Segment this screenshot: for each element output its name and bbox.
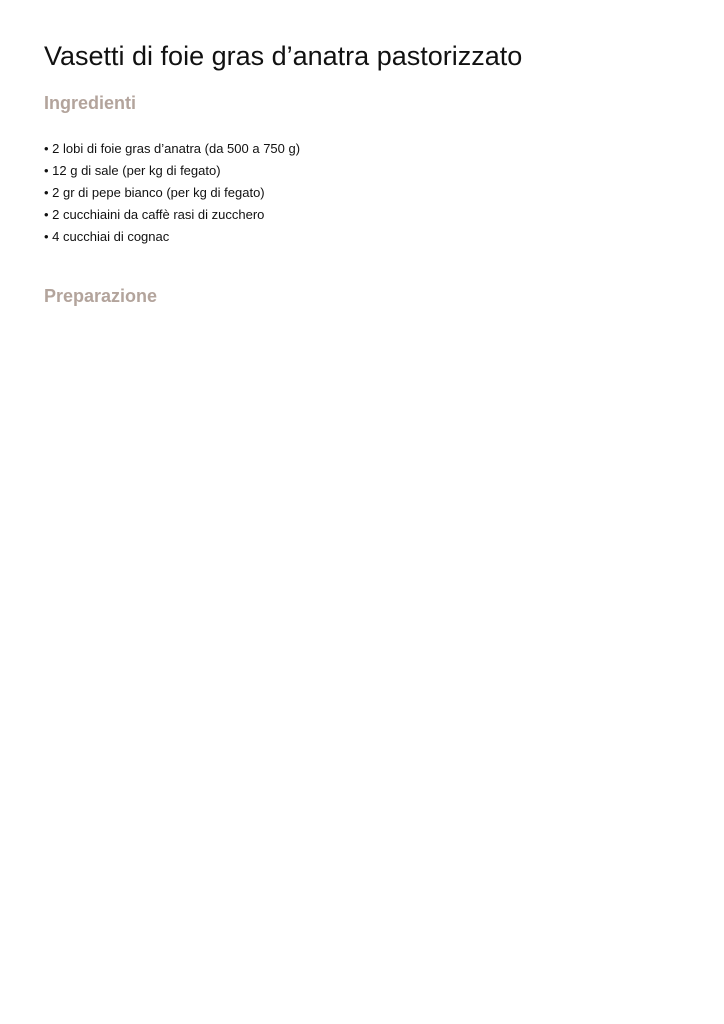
page-title: Vasetti di foie gras d’anatra pastorizzato [44,41,523,71]
ingredient-item: • 12 g di sale (per kg di fegato) [44,163,221,178]
ingredient-item: • 2 cucchiaini da caffè rasi di zucchero [44,207,265,222]
ingredient-item: • 2 lobi di foie gras d’anatra (da 500 a 750 g) [44,141,301,156]
ingredient-item: • 4 cucchiai di cognac [44,229,170,244]
ingredient-item: • 2 gr di pepe bianco (per kg di fegato) [44,185,265,200]
ingredients-heading: Ingredienti [44,93,137,113]
preparation-heading: Preparazione [44,286,158,306]
ingredients-list [44,138,300,248]
